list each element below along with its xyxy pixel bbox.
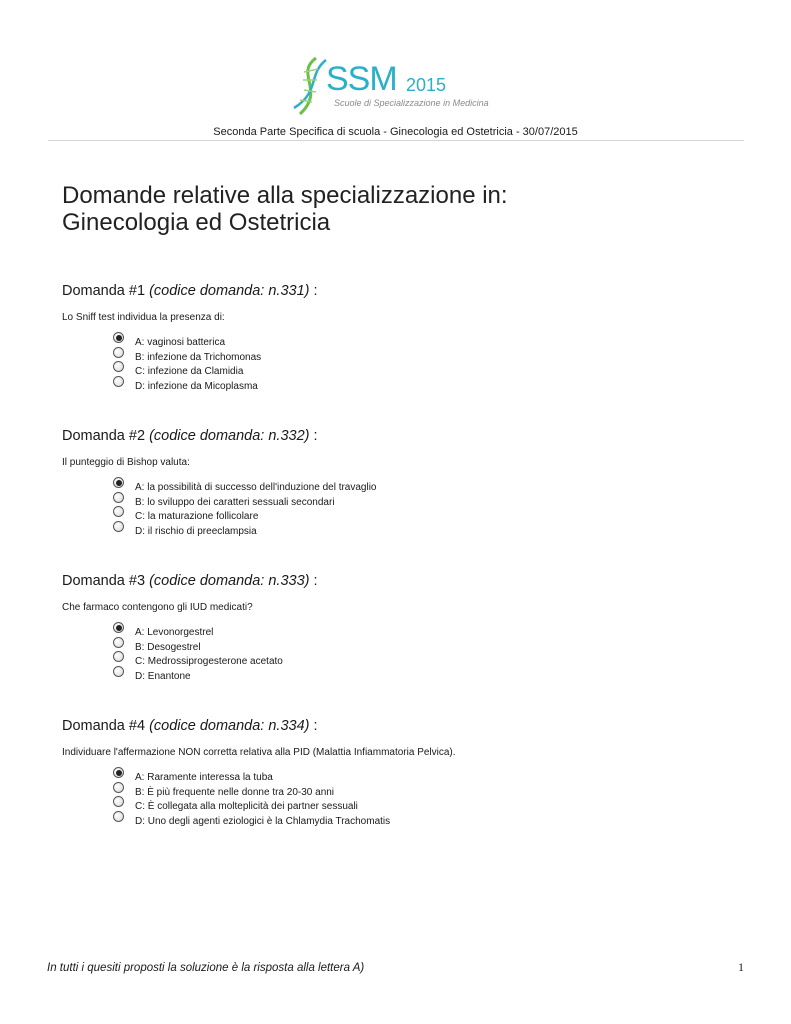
radio-unselected-icon[interactable] bbox=[113, 492, 124, 503]
logo-year: 2015 bbox=[406, 75, 447, 95]
radio-unselected-icon[interactable] bbox=[113, 651, 124, 662]
answer-option[interactable] bbox=[113, 525, 752, 540]
question-text: Il punteggio di Bishop valuta: bbox=[62, 457, 190, 468]
question-block bbox=[62, 572, 752, 684]
question-code: (codice domanda: n.333) bbox=[149, 573, 310, 589]
answer-option[interactable] bbox=[113, 626, 752, 641]
answer-option[interactable] bbox=[113, 815, 752, 830]
page-title bbox=[62, 182, 508, 236]
radio-unselected-icon[interactable] bbox=[113, 637, 124, 648]
question-label: Domanda #3 bbox=[62, 573, 146, 589]
answer-option-label: A: Levonorgestrel bbox=[135, 627, 214, 638]
answer-options bbox=[113, 336, 752, 394]
answer-option[interactable] bbox=[113, 771, 752, 786]
question-block bbox=[62, 282, 752, 394]
question-text: Lo Sniff test individua la presenza di: bbox=[62, 312, 225, 323]
answer-option-label: A: la possibilità di successo dell'induzione del travaglio bbox=[135, 482, 377, 493]
question-colon: : bbox=[313, 718, 318, 734]
question-label: Domanda #2 bbox=[62, 428, 146, 444]
answer-option-label: B: È più frequente nelle donne tra 20-30 anni bbox=[135, 786, 335, 798]
answer-option[interactable] bbox=[113, 336, 752, 351]
radio-unselected-icon[interactable] bbox=[113, 521, 124, 532]
ssm-logo bbox=[290, 56, 510, 118]
answer-option-label: D: infezione da Micoplasma bbox=[135, 380, 258, 392]
answer-option-label: B: lo sviluppo dei caratteri sessuali secondari bbox=[135, 496, 335, 508]
answer-option-label: B: Desogestrel bbox=[135, 641, 201, 653]
radio-unselected-icon[interactable] bbox=[113, 782, 124, 793]
answer-option[interactable] bbox=[113, 365, 752, 380]
question-code: (codice domanda: n.331) bbox=[149, 283, 310, 299]
answer-option[interactable] bbox=[113, 496, 752, 511]
question-text: Individuare l'affermazione NON corretta relativa alla PID (Malattia Infiammatoria Pelvica). bbox=[62, 747, 456, 758]
answer-option[interactable] bbox=[113, 655, 752, 670]
document-header: Seconda Parte Specifica di scuola - Ginecologia ed Ostetricia - 30/07/2015 bbox=[213, 126, 578, 138]
answer-option-label: D: Enantone bbox=[135, 670, 191, 682]
radio-selected-icon[interactable] bbox=[113, 622, 124, 633]
answer-option[interactable] bbox=[113, 800, 752, 815]
question-label: Domanda #4 bbox=[62, 718, 146, 734]
answer-option-label: C: la maturazione follicolare bbox=[135, 511, 259, 523]
question-label: Domanda #1 bbox=[62, 283, 146, 299]
answer-option-label: B: infezione da Trichomonas bbox=[135, 351, 262, 363]
header-divider bbox=[48, 140, 744, 141]
answer-option-label: C: È collegata alla molteplicità dei partner sessuali bbox=[135, 801, 358, 813]
logo-brand: SSM bbox=[326, 60, 397, 98]
radio-selected-icon[interactable] bbox=[113, 477, 124, 488]
answer-options bbox=[113, 626, 752, 684]
answer-option[interactable] bbox=[113, 786, 752, 801]
question-colon: : bbox=[313, 283, 318, 299]
answer-option-label: A: vaginosi batterica bbox=[135, 337, 226, 348]
question-heading bbox=[62, 427, 752, 445]
answer-option-label: A: Raramente interessa la tuba bbox=[135, 772, 273, 783]
answer-option-label: C: infezione da Clamidia bbox=[135, 366, 244, 378]
radio-selected-icon[interactable] bbox=[113, 332, 124, 343]
answer-option-label: C: Medrossiprogesterone acetato bbox=[135, 656, 283, 668]
answer-option[interactable] bbox=[113, 641, 752, 656]
radio-selected-icon[interactable] bbox=[113, 767, 124, 778]
radio-unselected-icon[interactable] bbox=[113, 376, 124, 387]
answer-option[interactable] bbox=[113, 670, 752, 685]
question-text: Che farmaco contengono gli IUD medicati? bbox=[62, 602, 253, 613]
question-colon: : bbox=[313, 573, 318, 589]
radio-unselected-icon[interactable] bbox=[113, 811, 124, 822]
answer-option[interactable] bbox=[113, 510, 752, 525]
radio-unselected-icon[interactable] bbox=[113, 361, 124, 372]
footer-note: In tutti i quesiti proposti la soluzione è la risposta alla lettera A) bbox=[47, 962, 365, 974]
page-title-line-1: Domande relative alla specializzazione in: bbox=[62, 182, 508, 209]
question-code: (codice domanda: n.332) bbox=[149, 428, 310, 444]
logo-subtitle: Scuole di Specializzazione in Medicina bbox=[334, 98, 489, 108]
question-block bbox=[62, 717, 752, 829]
question-heading bbox=[62, 572, 752, 590]
answer-option-label: D: il rischio di preeclampsia bbox=[135, 525, 257, 537]
radio-unselected-icon[interactable] bbox=[113, 796, 124, 807]
question-colon: : bbox=[313, 428, 318, 444]
question-heading bbox=[62, 717, 752, 735]
answer-options bbox=[113, 771, 752, 829]
question-code: (codice domanda: n.334) bbox=[149, 718, 310, 734]
question-block bbox=[62, 427, 752, 539]
dna-helix-icon bbox=[290, 56, 330, 118]
answer-option[interactable] bbox=[113, 351, 752, 366]
answer-option[interactable] bbox=[113, 481, 752, 496]
radio-unselected-icon[interactable] bbox=[113, 347, 124, 358]
answer-option[interactable] bbox=[113, 380, 752, 395]
radio-unselected-icon[interactable] bbox=[113, 506, 124, 517]
radio-unselected-icon[interactable] bbox=[113, 666, 124, 677]
page-title-line-2: Ginecologia ed Ostetricia bbox=[62, 209, 331, 236]
page-number: 1 bbox=[738, 960, 744, 974]
question-heading bbox=[62, 282, 752, 300]
answer-options bbox=[113, 481, 752, 539]
answer-option-label: D: Uno degli agenti eziologici è la Chlamydia Trachomatis bbox=[135, 815, 391, 827]
